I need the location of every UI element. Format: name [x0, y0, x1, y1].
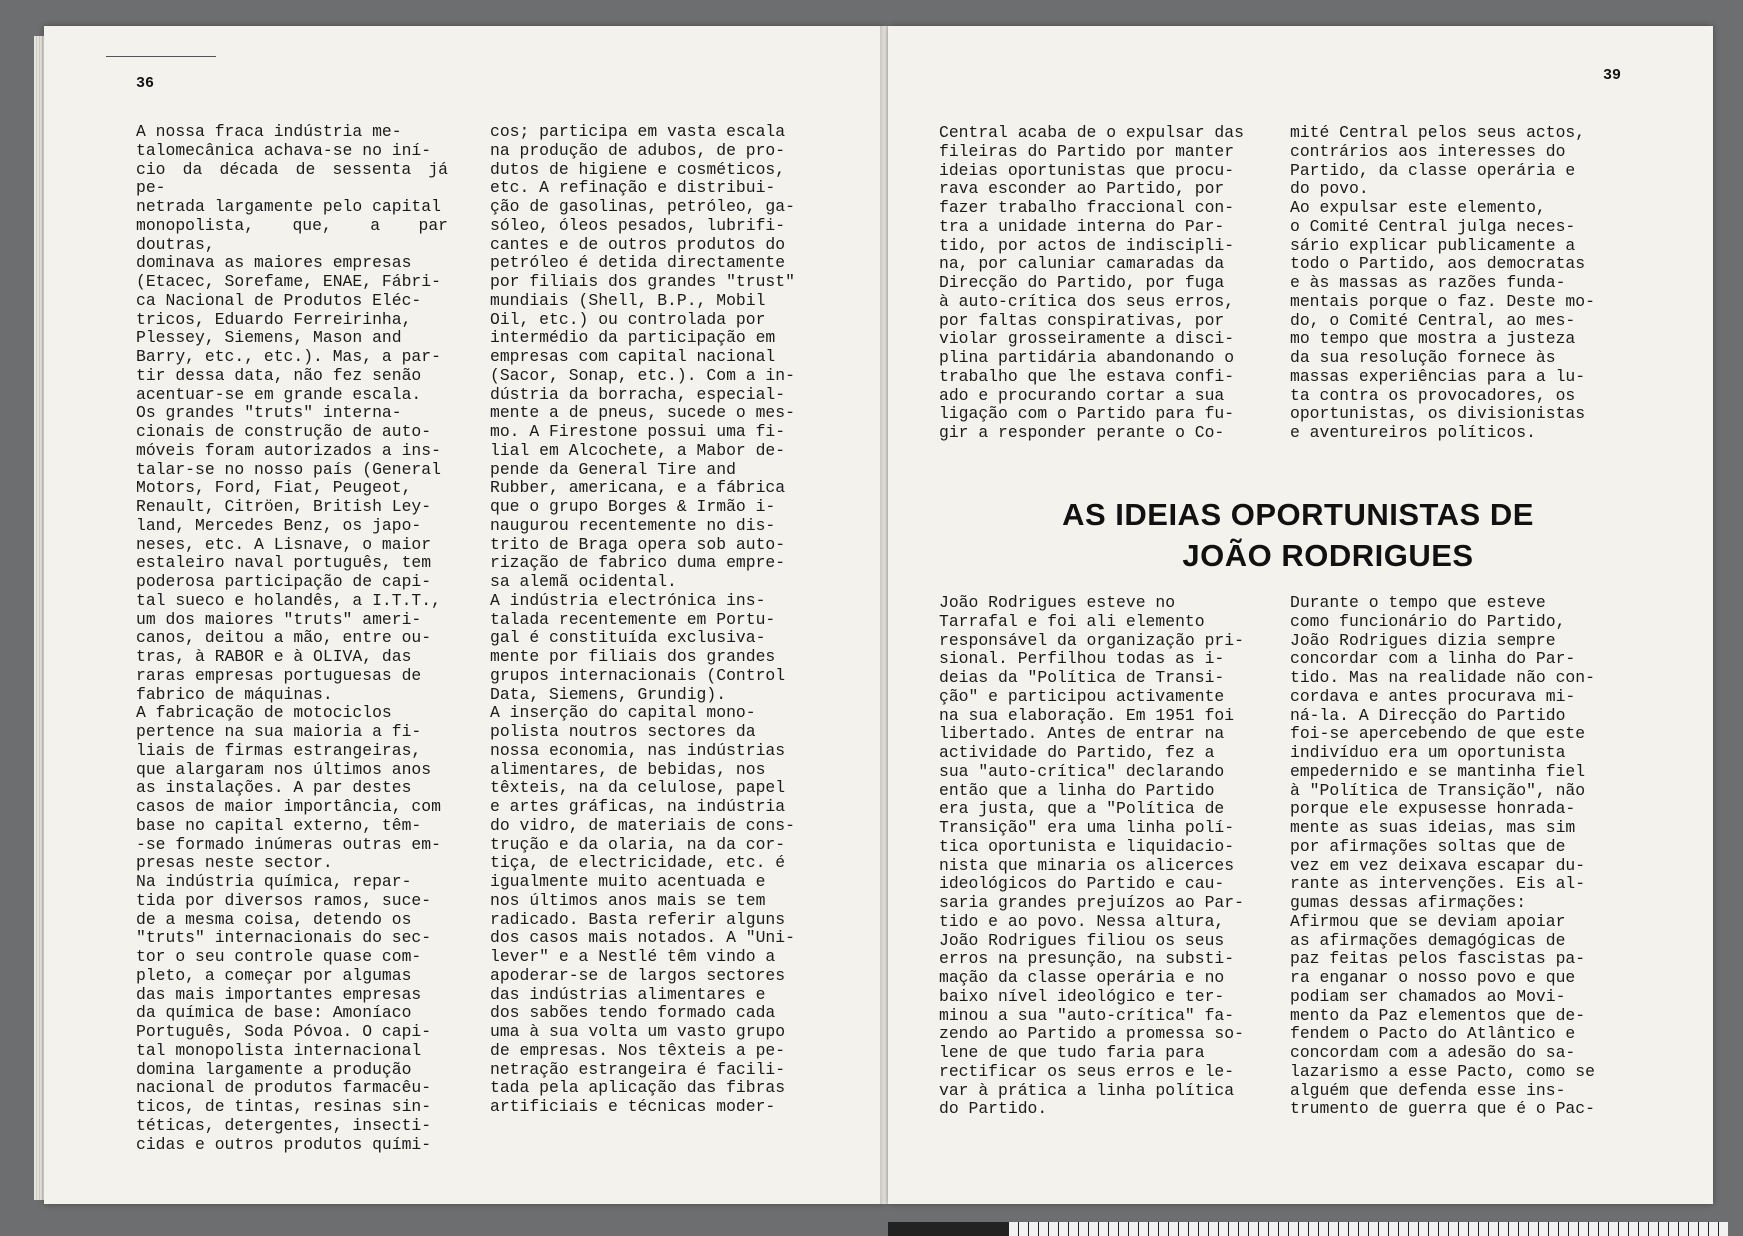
top-rule [106, 56, 216, 57]
scale-ruler [888, 1222, 1728, 1236]
section-heading [988, 494, 1608, 576]
left-page-column-2: cos; participa em vasta escala na produção de adubos, de pro- dutos de higiene e cosméticos, etc. A refinação e distribui- ção de gasolinas, petróleo, ga- sóleo, óleos pesados, lubrifi- cantes e de outros produtos do petróleo é detida directamente por filiais dos grandes "trust" mundiais (Shell, B.P., Mobil Oil, etc.) ou controlada por intermédio da participação em empresas com capital nacional (Sacor, Sonap, etc.). Com a in- dústria da borracha, especial- mente a de pneus, sucede o mes- mo. A Firestone possui uma fi- lial em Alcochete, a Mabor de- pende da General Tire and Rubber, americana, e a fábrica que o grupo Borges & Irmão i- naugurou recentemente no dis- trito de Braga opera sob auto- rização de fabrico duma empre- sa alemã ocidental. A indústria electrónica ins- talada recentemente em Portu- gal é constituída exclusiva- mente por filiais dos grandes grupos internacionais (Control Data, Siemens, Grundig). A inserção do capital mono- polista noutros sectores da nossa economia, nas indústrias alimentares, de bebidas, nos têxteis, na da celulose, papel e artes gráficas, na indústria do vidro, de materiais de cons- trução e da olaria, na da cor- tiça, de electricidade, etc. é igualmente muito acentuada e nos últimos anos mais se tem radicado. Basta referir alguns dos casos mais notados. A "Uni- lever" e a Nestlé têm vindo a apoderar-se de largos sectores das indústrias alimentares e dos sabões tendo formado cada uma à sua volta um vasto grupo de empresas. Nos têxteis a pe- netração estrangeira é facili- tada pela aplicação das fibras artificiais e técnicas moder- [490, 122, 795, 1116]
left-page [44, 26, 884, 1204]
page-number-right: 39 [1603, 67, 1622, 84]
right-page-top-column-1: Central acaba de o expulsar das fileiras do Partido por manter ideias oportunistas que procu- rava esconder ao Partido, por fazer trabalho fraccional con- tra a unidade interna do Par- tido, por actos de indiscipli- na, por caluniar camaradas da Direcção do Partido, por fuga à auto-crítica dos seus erros, por faltas conspirativas, por violar grosseiramente a disci- plina partidária abandonando o trabalho que lhe estava confi- ado e procurando cortar a sua ligação com o Partido para fu- gir a responder perante o Co- [939, 123, 1244, 442]
left-page-column-1: A nossa fraca indústria me- talomecânica achava-se no iní- cio da década de sessenta já pe- netrada largamente pelo capital monopolista, que, a par doutras, dominava as maiores empresas (Etacec, Sorefame, ENAE, Fábri- ca Nacional de Produtos Eléc- tricos, Eduardo Ferreirinha, Plessey, Siemens, Mason and Barry, etc., etc.). Mas, a par- tir dessa data, não fez senão acentuar-se em grande escala. Os grandes "truts" interna- cionais de construção de auto- móveis foram autorizados a ins- talar-se no nosso país (General Motors, Ford, Fiat, Peugeot, Renault, Citröen, British Ley- land, Mercedes Benz, os japo- neses, etc. A Lisnave, o maior estaleiro naval português, tem poderosa participação de capi- tal sueco e holandês, a I.T.T., um dos maiores "truts" ameri- canos, deitou a mão, entre ou- tras, à RABOR e à OLIVA, das raras empresas portuguesas de fabrico de máquinas. A fabricação de motociclos pertence na sua maioria a fi- liais de firmas estrangeiras, que alargaram nos últimos anos as instalações. A par destes casos de maior importância, com base no capital externo, têm- -se formado inúmeras outras em- presas neste sector. Na indústria química, repar- tida por diversos ramos, suce- de a mesma coisa, detendo os "truts" internacionais do sec- tor o seu controle quase com- pleto, a começar por algumas das mais importantes empresas da química de base: Amoníaco Português, Soda Póvoa. O capi- tal monopolista internacional domina largamente a produção nacional de produtos farmacêu- ticos, de tintas, resinas sin- téticas, detergentes, insecti- cidas e outros produtos quími- [136, 122, 448, 1154]
right-page-bottom-column-1: João Rodrigues esteve no Tarrafal e foi ali elemento responsável da organização pri- sional. Perfilhou todas as i- deias da "Política de Transi- ção" e participou activamente na sua elaboração. Em 1951 foi libertado. Antes de entrar na actividade do Partido, fez a sua "auto-crítica" declarando então que a linha do Partido era justa, que a "Política de Transição" era uma linha polí- tica oportunista e liquidacio- nista que minaria os alicerces ideológicos do Partido e cau- saria grandes prejuízos ao Par- tido e ao povo. Nessa altura, João Rodrigues filiou os seus erros na presunção, na substi- mação da classe operária e no baixo nível ideológico e ter- minou a sua "auto-crítica" fa- zendo ao Partido a promessa so- lene de que tudo faria para rectificar os seus erros e le- var à prática a linha política do Partido. [939, 593, 1244, 1119]
right-page [888, 26, 1713, 1204]
section-heading-line-1: AS IDEIAS OPORTUNISTAS DE [1062, 497, 1534, 532]
right-page-bottom-column-2: Durante o tempo que esteve como funcionário do Partido, João Rodrigues dizia sempre concordar com a linha do Par- tido. Mas na realidade não con- cordava e antes procurava mi- ná-la. A Direcção do Partido foi-se apercebendo de que este indivíduo era um oportunista empedernido e se mantinha fiel à "Política de Transição", não porque ele expusesse honrada- mente as suas ideias, mas sim por afirmações soltas que de vez em vez deixava escapar du- rante as intervenções. Eis al- gumas dessas afirmações: Afirmou que se deviam apoiar as afirmações demagógicas de paz feitas pelos fascistas pa- ra enganar o nosso povo e que podiam ser chamados ao Movi- mento da Paz elementos que de- fendem o Pacto do Atlântico e concordam com a adesão do sa- lazarismo a esse Pacto, como se alguém que defenda esse ins- trumento de guerra que é o Pac- [1290, 593, 1595, 1119]
right-page-top-column-2: mité Central pelos seus actos, contrários aos interesses do Partido, da classe operária e do povo. Ao expulsar este elemento, o Comité Central julga neces- sário explicar publicamente a todo o Partido, aos democratas e às massas as razões funda- mentais porque o faz. Deste mo- do, o Comité Central, ao mes- mo tempo que mostra a justeza da sua resolução fornece às massas experiências para a lu- ta contra os provocadores, os oportunistas, os divisionistas e aventureiros políticos. [1290, 123, 1595, 442]
scale-ruler-block [888, 1222, 1008, 1236]
page-number-left: 36 [136, 75, 155, 92]
section-heading-line-2: JOÃO RODRIGUES [1182, 538, 1474, 573]
